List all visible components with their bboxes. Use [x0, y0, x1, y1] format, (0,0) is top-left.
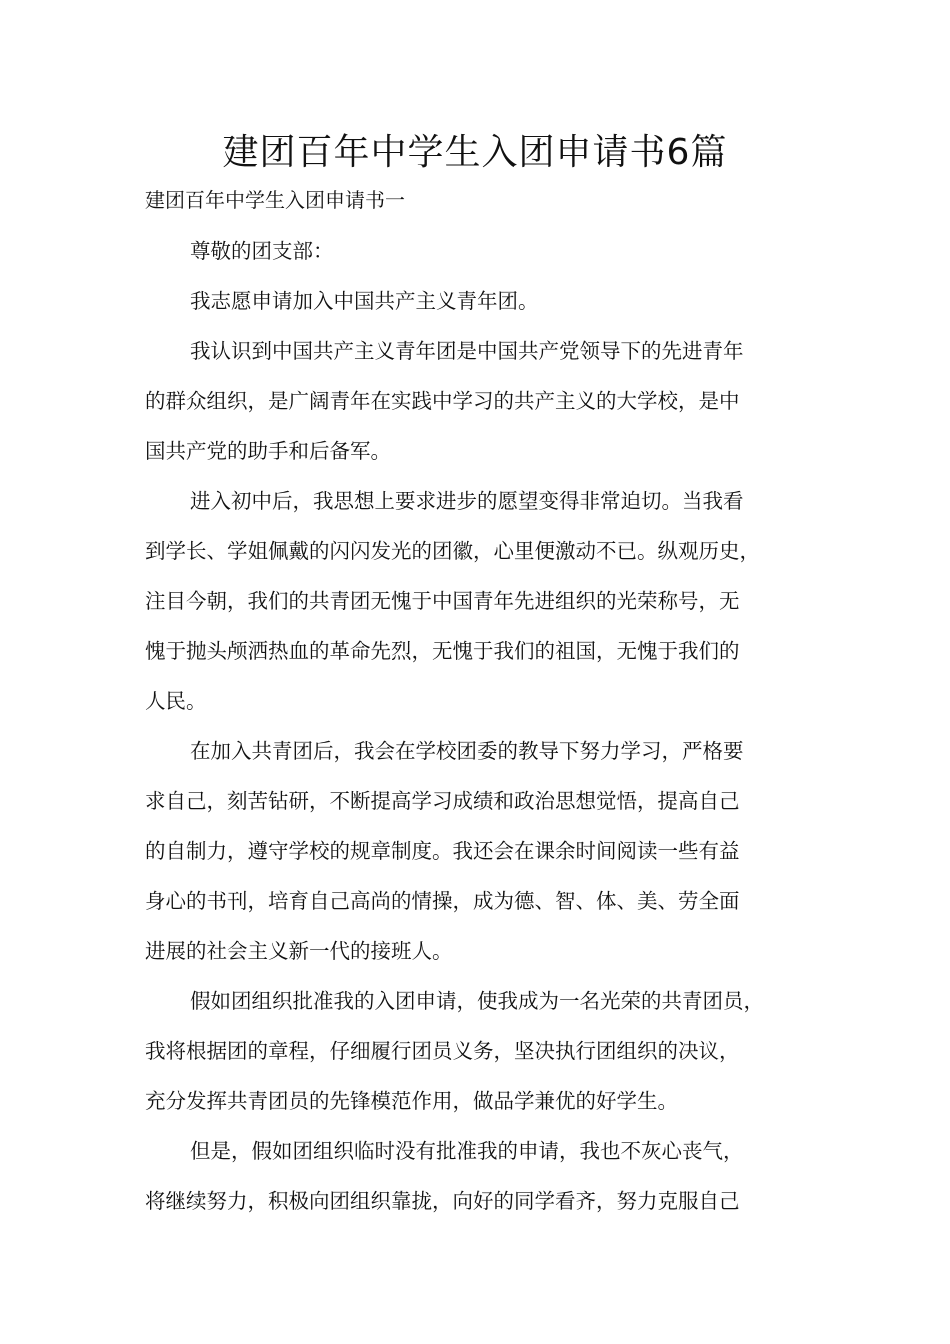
paragraph-line: 身心的书刊，培育自己高尚的情操，成为德、智、体、美、劳全面: [145, 889, 740, 913]
document-title: 建团百年中学生入团申请书6篇: [222, 132, 728, 173]
paragraph-line: 将继续努力，积极向团组织靠拢，向好的同学看齐，努力克服自己: [145, 1189, 740, 1213]
salutation: 尊敬的团支部：: [190, 239, 334, 263]
paragraph-line: 我志愿申请加入中国共产主义青年团。: [190, 289, 539, 313]
paragraph-line: 我认识到中国共产主义青年团是中国共产党领导下的先进青年: [190, 339, 744, 363]
paragraph-line: 的群众组织，是广阔青年在实践中学习的共产主义的大学校，是中: [145, 389, 740, 413]
paragraph-line: 假如团组织批准我的入团申请，使我成为一名光荣的共青团员，: [190, 989, 764, 1013]
paragraph-line: 我将根据团的章程，仔细履行团员义务，坚决执行团组织的决议，: [145, 1039, 740, 1063]
paragraph-line: 国共产党的助手和后备军。: [145, 439, 391, 463]
paragraph-line: 求自己，刻苦钻研，不断提高学习成绩和政治思想觉悟，提高自己: [145, 789, 740, 813]
paragraph-line: 的自制力，遵守学校的规章制度。我还会在课余时间阅读一些有益: [145, 839, 740, 863]
paragraph-line: 愧于抛头颅洒热血的革命先烈，无愧于我们的祖国，无愧于我们的: [145, 639, 740, 663]
paragraph-line: 进入初中后，我思想上要求进步的愿望变得非常迫切。当我看: [190, 489, 744, 513]
paragraph-line: 但是，假如团组织临时没有批准我的申请，我也不灰心丧气，: [190, 1139, 744, 1163]
paragraph-line: 进展的社会主义新一代的接班人。: [145, 939, 453, 963]
paragraph-line: 人民。: [145, 689, 207, 713]
paragraph-line: 在加入共青团后，我会在学校团委的教导下努力学习，严格要: [190, 739, 744, 763]
section-heading: 建团百年中学生入团申请书一: [145, 188, 405, 212]
paragraph-line: 到学长、学姐佩戴的闪闪发光的团徽，心里便激动不已。纵观历史，: [145, 539, 760, 563]
paragraph-line: 注目今朝，我们的共青团无愧于中国青年先进组织的光荣称号，无: [145, 589, 740, 613]
paragraph-line: 充分发挥共青团员的先锋模范作用，做品学兼优的好学生。: [145, 1089, 678, 1113]
